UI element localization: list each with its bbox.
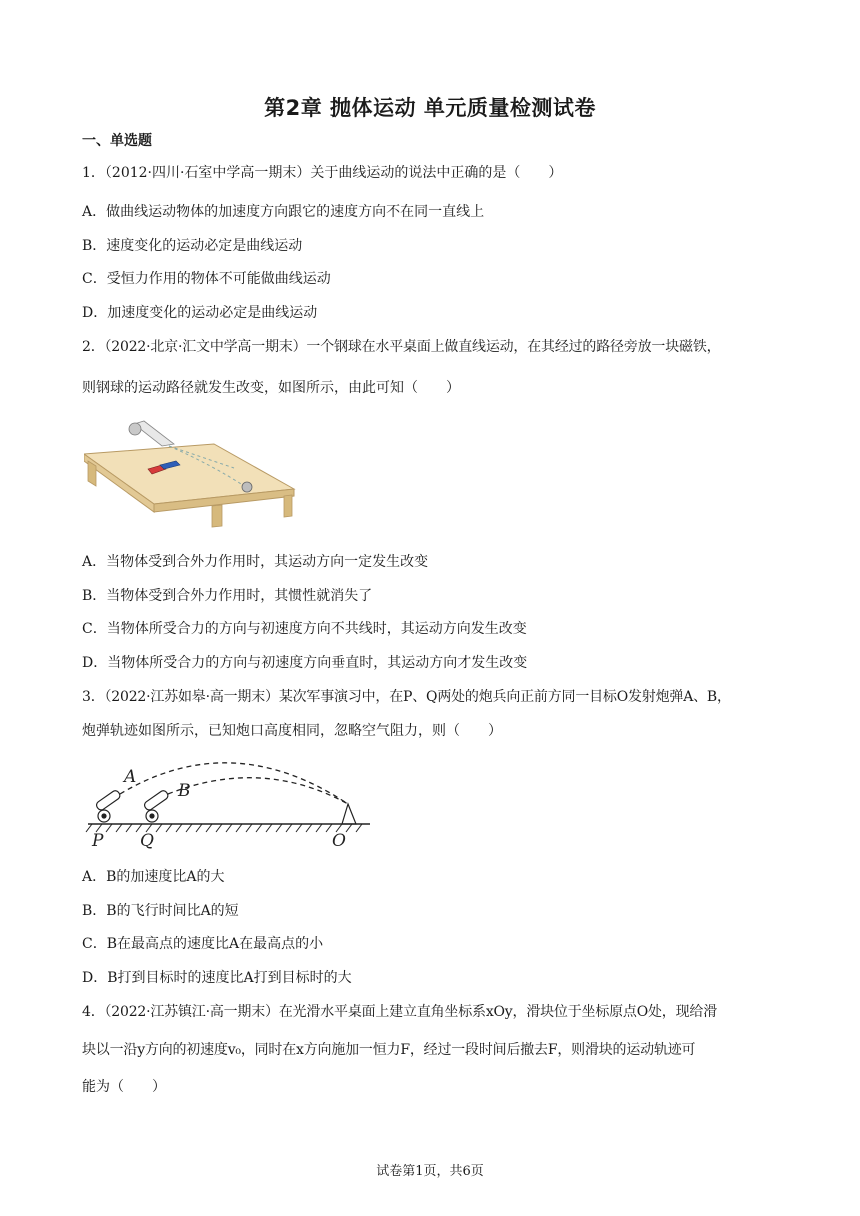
q3-option-d: D．B打到目标时的速度比A打到目标时的大 — [82, 970, 352, 986]
label-o: O — [332, 831, 346, 851]
q3-option-b: B．B的飞行时间比A的短 — [82, 903, 239, 919]
page-footer: 试卷第1页，共6页 — [376, 1164, 484, 1179]
q2-option-a: A．当物体受到合外力作用时，其运动方向一定发生改变 — [82, 554, 429, 570]
q2-option-b: B．当物体受到合外力作用时，其惯性就消失了 — [82, 588, 373, 604]
q1-option-a: A．做曲线运动物体的加速度方向跟它的速度方向不在同一直线上 — [82, 204, 485, 220]
label-b: B — [178, 781, 191, 801]
page-title: 第2章 抛体运动 单元质量检测试卷 — [264, 96, 596, 120]
q3-option-c: C．B在最高点的速度比A在最高点的小 — [82, 936, 324, 952]
q2-option-c: C．当物体所受合力的方向与初速度方向不共线时，其运动方向发生改变 — [82, 621, 527, 637]
projectile-figure — [82, 752, 374, 852]
q1-option-c: C．受恒力作用的物体不可能做曲线运动 — [82, 271, 331, 287]
q1-stem: 1．（2012·四川·石室中学高一期末）关于曲线运动的说法中正确的是（ ） — [82, 165, 563, 181]
q4-stem-line3: 能为（ ） — [82, 1079, 166, 1095]
q2-option-d: D．当物体所受合力的方向与初速度方向垂直时，其运动方向才发生改变 — [82, 655, 528, 671]
q4-stem-line1: 4．（2022·江苏镇江·高一期末）在光滑水平桌面上建立直角坐标系xOy，滑块位于坐标原点O处，现给滑 — [82, 1004, 717, 1020]
label-p: P — [92, 831, 104, 851]
q2-stem-line1: 2．（2022·北京·汇文中学高一期末）一个钢球在水平桌面上做直线运动，在其经过的路径旁放一块磁铁， — [82, 339, 721, 355]
q3-stem-line1: 3．（2022·江苏如皋·高一期末）某次军事演习中，在P、Q两处的炮兵向正前方同一目标O发射炮弹A、B， — [82, 689, 731, 705]
label-a: A — [124, 767, 137, 787]
q2-stem-line2: 则钢球的运动路径就发生改变，如图所示，由此可知（ ） — [82, 380, 460, 396]
q4-stem-line2: 块以一沿y方向的初速度v₀，同时在x方向施加一恒力F，经过一段时间后撤去F，则滑块的运动轨迹可 — [82, 1042, 696, 1058]
label-q: Q — [140, 831, 154, 851]
q3-option-a: A．B的加速度比A的大 — [82, 869, 225, 885]
table-magnet-figure — [84, 416, 300, 536]
q3-stem-line2: 炮弹轨迹如图所示，已知炮口高度相同，忽略空气阻力，则（ ） — [82, 723, 502, 739]
section-heading: 一、单选题 — [82, 133, 152, 149]
q1-option-b: B．速度变化的运动必定是曲线运动 — [82, 238, 303, 254]
q1-option-d: D．加速度变化的运动必定是曲线运动 — [82, 305, 318, 321]
